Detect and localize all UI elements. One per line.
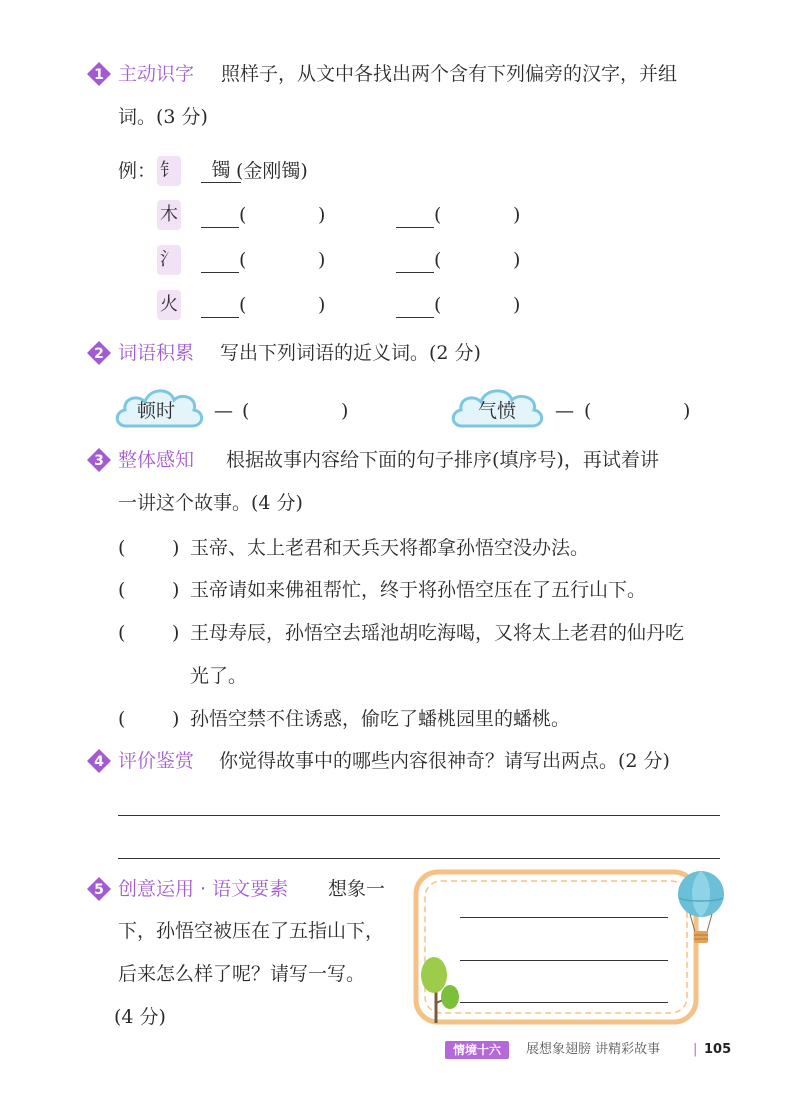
sentence-item-continued: 光了。 (190, 665, 248, 687)
answer-blank[interactable] (201, 250, 239, 273)
writing-line[interactable] (118, 815, 720, 816)
q4-title: 评价鉴赏 (118, 750, 195, 772)
footer-separator: | (693, 1042, 698, 1057)
q1-instruction-line1: 照样子，从文中各找出两个含有下列偏旁的汉字，并组 (221, 63, 678, 85)
example-radical: 钅 (157, 156, 181, 186)
q5-instruction-line3: 后来怎么样了呢？请写一写。 (118, 963, 366, 985)
answer-paren-close: ) (513, 204, 521, 226)
svg-text:5: 5 (94, 882, 104, 898)
writing-line[interactable] (460, 917, 668, 918)
q1-instruction-line2: 词。(3 分) (118, 106, 208, 128)
q2-instruction: 写出下列词语的近义词。(2 分) (220, 342, 481, 364)
q5-instruction-line1: 想象一 (328, 878, 386, 900)
hot-air-balloon-icon (676, 868, 726, 950)
radical-mu: 木 (157, 200, 181, 230)
order-input[interactable]: ( (118, 708, 126, 730)
answer-paren[interactable]: ( (242, 400, 250, 422)
example-label: 例： (118, 160, 157, 182)
writing-line[interactable] (460, 1002, 668, 1003)
footer-title: 展想象翅膀 讲精彩故事 (526, 1042, 661, 1057)
q4-instruction: 你觉得故事中的哪些内容很神奇？请写出两点。(2 分) (219, 750, 670, 772)
q3-title: 整体感知 (118, 449, 195, 471)
answer-blank[interactable] (396, 205, 434, 228)
answer-paren[interactable]: ( (584, 400, 592, 422)
example-char: 镯 (201, 158, 241, 183)
answer-blank[interactable] (201, 295, 239, 318)
q2-word1: 顿时 (136, 400, 175, 422)
writing-line[interactable] (460, 960, 668, 961)
svg-text:4: 4 (94, 754, 104, 770)
dash: — (555, 400, 574, 422)
answer-blank[interactable] (201, 205, 239, 228)
footer-tag: 情境十六 (445, 1041, 509, 1059)
answer-paren-close: ) (341, 400, 349, 422)
order-paren-close: ) (172, 579, 180, 601)
q3-instruction-line2: 一讲这个故事。(4 分) (118, 492, 303, 514)
q5-instruction-line4: (4 分) (114, 1006, 166, 1028)
example-word: (金刚镯) (236, 160, 308, 182)
answer-paren[interactable]: ( (434, 294, 442, 316)
question-2-badge-icon (86, 340, 112, 366)
dash: — (214, 400, 233, 422)
answer-paren[interactable]: ( (434, 204, 442, 226)
answer-paren[interactable]: ( (239, 204, 247, 226)
radical-shui: 氵 (157, 245, 181, 275)
answer-paren-close: ) (318, 294, 326, 316)
question-4-badge-icon (86, 748, 112, 774)
answer-paren[interactable]: ( (434, 249, 442, 271)
q2-word2: 气愤 (477, 400, 516, 422)
order-input[interactable]: ( (118, 537, 126, 559)
q5-title: 创意运用 · 语文要素 (118, 878, 289, 900)
answer-paren-close: ) (318, 204, 326, 226)
svg-text:2: 2 (94, 346, 104, 362)
q3-instruction-line1: 根据故事内容给下面的句子排序(填序号)，再试着讲 (226, 449, 659, 471)
tree-icon (418, 955, 464, 1025)
q5-instruction-line2: 下，孙悟空被压在了五指山下， (118, 920, 385, 942)
answer-paren[interactable]: ( (239, 294, 247, 316)
radical-huo: 火 (157, 290, 181, 320)
answer-paren[interactable]: ( (239, 249, 247, 271)
question-3-badge-icon (86, 447, 112, 473)
svg-text:1: 1 (94, 67, 104, 83)
question-1-badge-icon (86, 61, 112, 87)
sentence-item: 孙悟空禁不住诱惑，偷吃了蟠桃园里的蟠桃。 (190, 708, 571, 730)
order-paren-close: ) (172, 537, 180, 559)
q2-title: 词语积累 (118, 342, 195, 364)
sentence-item: 玉帝请如来佛祖帮忙，终于将孙悟空压在了五行山下。 (190, 579, 647, 601)
answer-paren-close: ) (683, 400, 691, 422)
answer-paren-close: ) (513, 249, 521, 271)
sentence-item: 玉帝、太上老君和天兵天将都拿孙悟空没办法。 (190, 537, 590, 559)
order-input[interactable]: ( (118, 622, 126, 644)
answer-paren-close: ) (513, 294, 521, 316)
writing-line[interactable] (118, 858, 720, 859)
page-number: 105 (704, 1042, 732, 1057)
answer-blank[interactable] (396, 250, 434, 273)
question-5-badge-icon (86, 876, 112, 902)
order-paren-close: ) (172, 708, 180, 730)
order-input[interactable]: ( (118, 579, 126, 601)
svg-text:3: 3 (94, 453, 104, 469)
q1-title: 主动识字 (118, 63, 195, 85)
sentence-item: 王母寿辰，孙悟空去瑶池胡吃海喝，又将太上老君的仙丹吃 (190, 622, 685, 644)
answer-paren-close: ) (318, 249, 326, 271)
order-paren-close: ) (172, 622, 180, 644)
answer-blank[interactable] (396, 295, 434, 318)
